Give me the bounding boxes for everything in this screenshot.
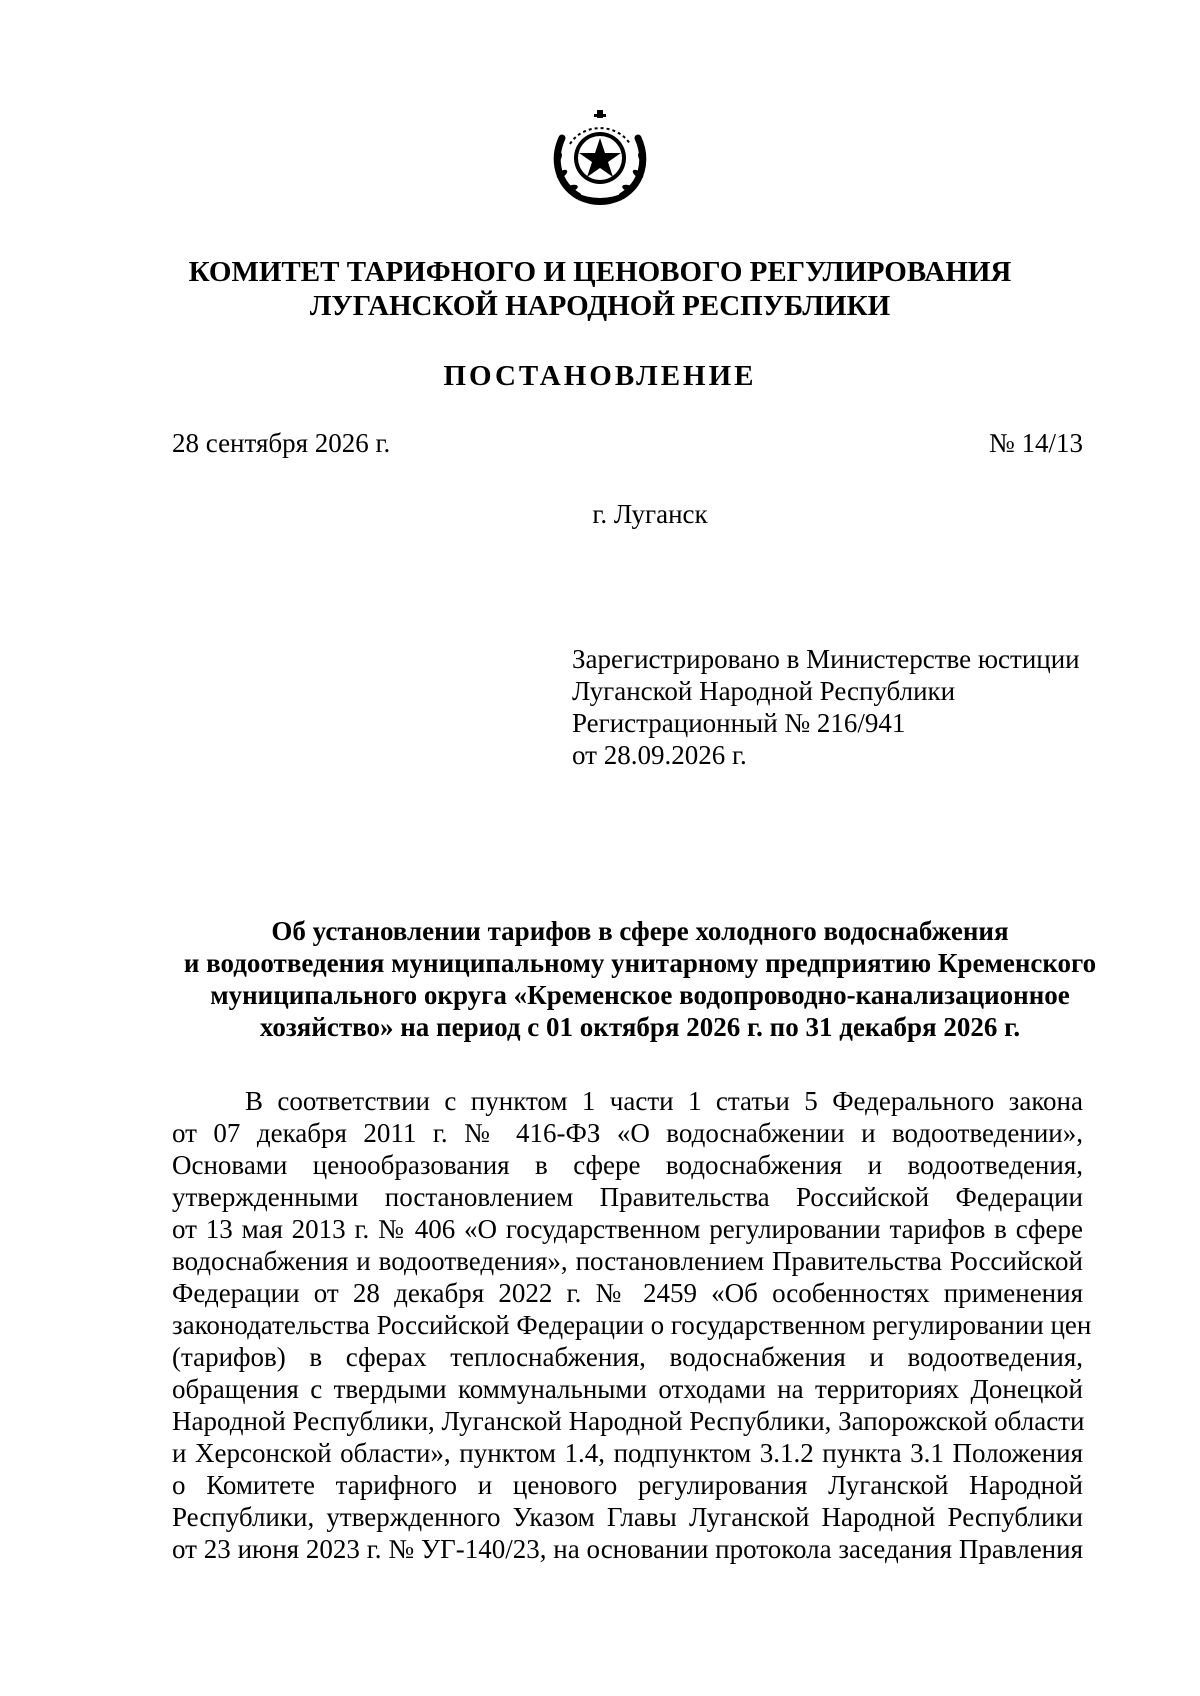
document-type: ПОСТАНОВЛЕНИЕ <box>443 360 757 392</box>
body-line: от 07 декабря 2011 г. № 416-ФЗ «О водоснабжении и водоотведении», <box>172 1118 1083 1148</box>
body-line: Федерации от 28 декабря 2022 г. № 2459 «Об особенностях применения <box>172 1278 1083 1308</box>
body-line: и Херсонской области», пунктом 1.4, подпунктом 3.1.2 пункта 3.1 Положения <box>172 1438 1083 1468</box>
organization-name <box>0 255 1200 323</box>
document-date: 28 сентября 2026 г. <box>172 428 391 458</box>
body-line: Народной Республики, Луганской Народной Республики, Запорожской области <box>172 1406 1085 1436</box>
body-line: от 23 июня 2023 г. № УГ-140/23, на основании протокола заседания Правления <box>172 1534 1083 1564</box>
org-line-2: ЛУГАНСКОЙ НАРОДНОЙ РЕСПУБЛИКИ <box>309 290 891 322</box>
body-line: водоснабжения и водоотведения», постановлением Правительства Российской <box>172 1246 1083 1276</box>
body-line: Основами ценообразования в сфере водоснабжения и водоотведения, <box>172 1150 1083 1180</box>
document-number: № 14/13 <box>988 428 1083 458</box>
body-line: утвержденными постановлением Правительства Российской Федерации <box>172 1182 1083 1212</box>
document-city: г. Луганск <box>592 499 708 529</box>
registration-line: от 28.09.2026 г. <box>572 740 747 770</box>
body-line: (тарифов) в сферах теплоснабжения, водоснабжения и водоотведения, <box>172 1342 1083 1372</box>
title-line: муниципального округа «Кременское водопроводно-канализационное <box>210 980 1070 1010</box>
registration-line: Зарегистрировано в Министерстве юстиции <box>572 644 1080 674</box>
coat-of-arms-emblem <box>548 108 652 212</box>
title-line: и водоотведения муниципальному унитарному предприятию Кременского <box>183 948 1097 978</box>
registration-line: Луганской Народной Республики <box>572 676 956 706</box>
registration-stamp <box>572 643 1080 771</box>
body-line: законодательства Российской Федерации о государственном регулировании цен <box>172 1310 1092 1340</box>
body-line: обращения с твердыми коммунальными отходами на территориях Донецкой <box>172 1374 1083 1404</box>
body-line: В соответствии с пунктом 1 части 1 статьи 5 Федерального закона <box>245 1086 1083 1116</box>
title-line: хозяйство» на период с 01 октября 2026 г. по 31 декабря 2026 г. <box>259 1012 1021 1042</box>
title-line: Об установлении тарифов в сфере холодного водоснабжения <box>271 916 1009 946</box>
body-paragraph <box>172 1085 1092 1565</box>
document-title <box>150 915 1130 1043</box>
body-line: Республики, утвержденного Указом Главы Луганской Народной Республики <box>172 1502 1083 1532</box>
registration-line: Регистрационный № 216/941 <box>572 708 906 738</box>
org-line-1: КОМИТЕТ ТАРИФНОГО И ЦЕНОВОГО РЕГУЛИРОВАНИЯ <box>188 256 1012 288</box>
body-line: о Комитете тарифного и ценового регулирования Луганской Народной <box>172 1470 1083 1500</box>
body-line: от 13 мая 2013 г. № 406 «О государственном регулировании тарифов в сфере <box>172 1214 1083 1244</box>
